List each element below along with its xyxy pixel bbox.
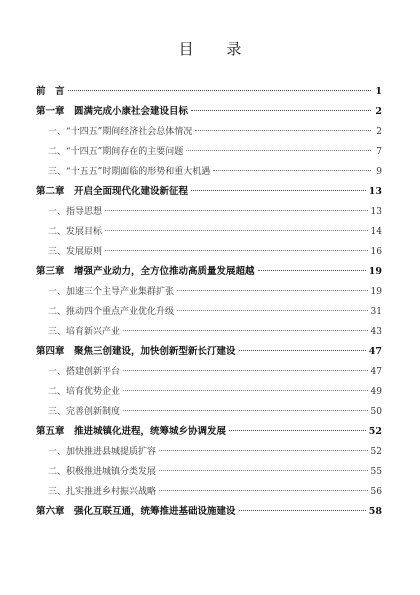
- toc-section-entry[interactable]: [36, 382, 382, 402]
- toc-entry-label: 二、推动四个重点产业优化升级: [48, 307, 175, 317]
- dot-leader: [105, 230, 368, 231]
- toc-entry-label: 三、扎实推进乡村振兴战略: [48, 487, 157, 497]
- toc-entry-label: 第一章 圆满完成小康社会建设目标: [36, 106, 189, 117]
- toc-entry-label: 一、指导思想: [48, 207, 103, 217]
- toc-entry-page-number: 47: [368, 346, 382, 357]
- toc-section-entry[interactable]: [36, 222, 382, 242]
- dot-leader: [177, 310, 368, 311]
- toc-section-entry[interactable]: [36, 242, 382, 262]
- toc-entry-label: 二、积极推进城镇分类发展: [48, 467, 157, 477]
- toc-entry-page-number: 2: [375, 106, 382, 117]
- toc-entry-page-number: 19: [370, 287, 382, 297]
- dot-leader: [177, 290, 368, 291]
- dot-leader: [123, 410, 368, 411]
- toc-entry-page-number: 52: [368, 426, 382, 437]
- toc-entry-label: 三、完善创新制度: [48, 407, 121, 417]
- dot-leader: [123, 390, 368, 391]
- toc-entry-page-number: 19: [368, 266, 382, 277]
- toc-section-entry[interactable]: [36, 302, 382, 322]
- dot-leader: [105, 210, 368, 211]
- toc-entry-page-number: 43: [370, 327, 382, 337]
- toc-entry-page-number: 52: [370, 447, 382, 457]
- table-of-contents: [36, 82, 382, 522]
- toc-entry-page-number: 13: [370, 207, 382, 217]
- toc-entry-label: 三、“十五五”时期面临的形势和重大机遇: [48, 167, 211, 177]
- toc-section-entry[interactable]: [36, 362, 382, 382]
- toc-chapter-entry[interactable]: [36, 102, 382, 122]
- toc-chapter-entry[interactable]: [36, 182, 382, 202]
- toc-section-entry[interactable]: [36, 122, 382, 142]
- dot-leader: [239, 350, 366, 351]
- toc-entry-label: 第五章 推进城镇化进程，统筹城乡协调发展: [36, 426, 227, 437]
- toc-section-entry[interactable]: [36, 162, 382, 182]
- toc-entry-label: 一、加快推进县城提质扩容: [48, 447, 157, 457]
- toc-entry-label: 第六章 强化互联互通，统筹推进基础设施建设: [36, 506, 236, 517]
- dot-leader: [239, 510, 366, 511]
- toc-entry-page-number: 1: [375, 86, 382, 97]
- toc-section-entry[interactable]: [36, 462, 382, 482]
- dot-leader: [68, 90, 371, 91]
- toc-entry-page-number: 13: [368, 186, 382, 197]
- dot-leader: [123, 330, 368, 331]
- toc-chapter-entry[interactable]: [36, 342, 382, 362]
- toc-chapter-entry[interactable]: [36, 502, 382, 522]
- dot-leader: [186, 150, 371, 151]
- dot-leader: [159, 450, 368, 451]
- dot-leader: [123, 370, 368, 371]
- toc-section-entry[interactable]: [36, 442, 382, 462]
- toc-title: 目 录: [178, 40, 256, 58]
- toc-chapter-entry[interactable]: [36, 262, 382, 282]
- dot-leader: [213, 170, 371, 171]
- toc-entry-label: 三、发展原则: [48, 247, 103, 257]
- toc-entry-label: 一、加速三个主导产业集群扩张: [48, 287, 175, 297]
- toc-section-entry[interactable]: [36, 402, 382, 422]
- dot-leader: [195, 130, 371, 131]
- toc-entry-label: 二、“十四五”期间存在的主要问题: [48, 147, 184, 157]
- toc-section-entry[interactable]: [36, 282, 382, 302]
- toc-entry-label: 前 言: [36, 86, 65, 97]
- toc-entry-page-number: 55: [370, 467, 382, 477]
- toc-entry-page-number: 14: [370, 227, 382, 237]
- toc-entry-page-number: 56: [370, 487, 382, 497]
- toc-entry-page-number: 16: [370, 247, 382, 257]
- toc-entry-page-number: 50: [370, 407, 382, 417]
- toc-entry-page-number: 49: [370, 387, 382, 397]
- toc-entry-label: 三、培育新兴产业: [48, 327, 121, 337]
- toc-section-entry[interactable]: [36, 482, 382, 502]
- toc-entry-page-number: 47: [370, 367, 382, 377]
- toc-section-entry[interactable]: [36, 142, 382, 162]
- toc-entry-label: 第三章 增强产业动力，全方位推动高质量发展超越: [36, 266, 255, 277]
- toc-entry-label: 二、培育优势企业: [48, 387, 121, 397]
- dot-leader: [191, 190, 366, 191]
- toc-entry-label: 第四章 聚焦三创建设，加快创新型新长汀建设: [36, 346, 236, 357]
- dot-leader: [159, 470, 368, 471]
- toc-entry-page-number: 9: [376, 167, 382, 177]
- toc-entry-page-number: 58: [368, 506, 382, 517]
- toc-chapter-entry[interactable]: [36, 82, 382, 102]
- toc-entry-label: 一、搭建创新平台: [48, 367, 121, 377]
- dot-leader: [229, 430, 366, 431]
- dot-leader: [258, 270, 366, 271]
- dot-leader: [191, 110, 371, 111]
- dot-leader: [159, 490, 368, 491]
- toc-section-entry[interactable]: [36, 322, 382, 342]
- toc-entry-label: 二、发展目标: [48, 227, 103, 237]
- toc-chapter-entry[interactable]: [36, 422, 382, 442]
- dot-leader: [105, 250, 368, 251]
- toc-entry-page-number: 31: [370, 307, 382, 317]
- toc-section-entry[interactable]: [36, 202, 382, 222]
- toc-entry-page-number: 7: [376, 147, 382, 157]
- toc-entry-page-number: 2: [376, 127, 382, 137]
- toc-entry-label: 第二章 开启全面现代化建设新征程: [36, 186, 189, 197]
- toc-entry-label: 一、“十四五”期间经济社会总体情况: [48, 127, 193, 137]
